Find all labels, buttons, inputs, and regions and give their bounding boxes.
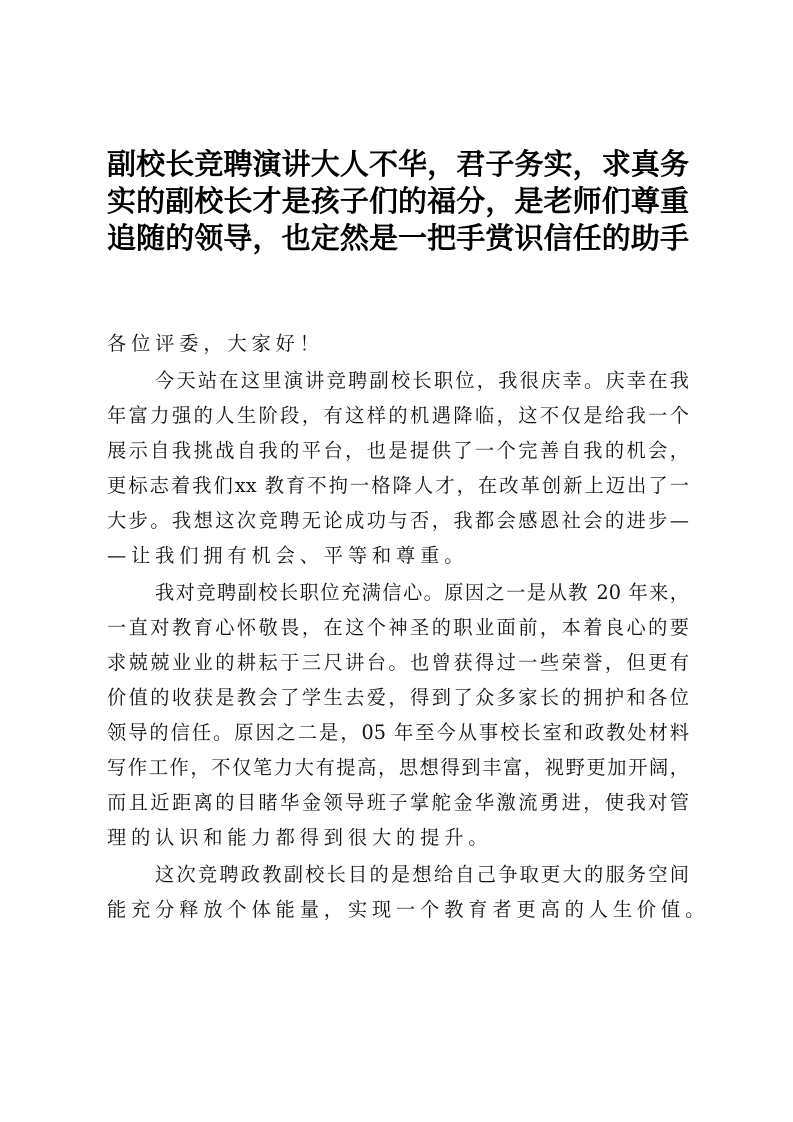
paragraph-line: 年富力强的人生阶段，有这样的机遇降临，这不仅是给我一个 xyxy=(107,404,689,427)
paragraph-line: 能充分释放个体能量，实现一个教育者更高的人生价值。 xyxy=(107,898,710,921)
document-body xyxy=(107,326,710,929)
title-line-3: 追随的领导，也定然是一把手赏识信任的助手 xyxy=(107,221,689,255)
paragraph-line: 展示自我挑战自我的平台，也是提供了一个完善自我的机会， xyxy=(107,439,689,462)
paragraph-1 xyxy=(107,363,689,573)
paragraph-line: 这次竞聘政教副校长目的是想给自己争取更大的服务空间 xyxy=(155,863,689,886)
paragraph-line: 更标志着我们xx 教育不拘一格降人才，在改革创新上迈出了一 xyxy=(107,474,689,497)
paragraph-line: 写作工作，不仅笔力大有提高，思想得到丰富，视野更加开阔， xyxy=(107,756,689,779)
paragraph-line: 大步。我想这次竞聘无论成功与否，我都会感恩社会的进步— xyxy=(107,509,689,532)
paragraph-line: 今天站在这里演讲竞聘副校长职位，我很庆幸。庆幸在我 xyxy=(155,369,689,392)
paragraph-line: —让我们拥有机会、平等和尊重。 xyxy=(107,544,469,567)
document-title xyxy=(107,146,689,257)
paragraph-line: 领导的信任。原因之二是，05 年至今从事校长室和政教处材料 xyxy=(107,721,689,744)
paragraph-line: 求兢兢业业的耕耘于三尺讲台。也曾获得过一些荣誉，但更有 xyxy=(107,651,689,674)
paragraph-line: 价值的收获是教会了学生去爱，得到了众多家长的拥护和各位 xyxy=(107,686,689,709)
paragraph-line: 理的认识和能力都得到很大的提升。 xyxy=(107,826,493,849)
paragraph-line: 我对竞聘副校长职位充满信心。原因之一是从教 20 年来， xyxy=(155,581,689,604)
paragraph-line: 而且近距离的目睹华金领导班子掌舵金华激流勇进，使我对管 xyxy=(107,791,689,814)
title-line-2: 实的副校长才是孩子们的福分，是老师们尊重 xyxy=(107,184,689,218)
paragraph-line: 一直对教育心怀敬畏，在这个神圣的职业面前，本着良心的要 xyxy=(107,616,689,639)
paragraph-3 xyxy=(107,857,710,927)
paragraph-2 xyxy=(107,575,689,855)
title-line-1: 副校长竞聘演讲大人不华，君子务实，求真务 xyxy=(107,147,689,181)
greeting: 各位评委，大家好！ xyxy=(107,332,324,355)
